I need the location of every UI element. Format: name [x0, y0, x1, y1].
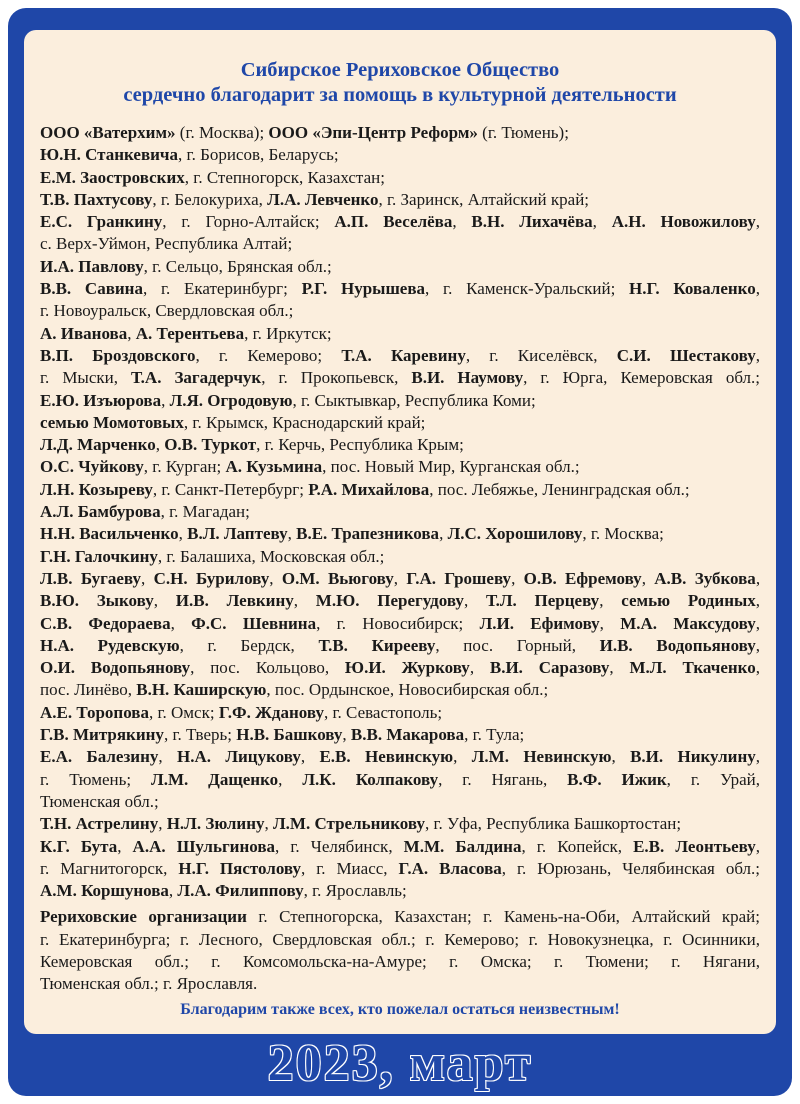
- recipient-name: Е.А. Балезину: [40, 747, 159, 767]
- recipient-name: ООО «Ватерхим»: [40, 123, 176, 142]
- location-text: Кемеровская обл.; г. Комсомольска-на-Амуре; г. Омска; г. Тюмени; г. Нягани,: [40, 951, 760, 971]
- recipient-name: В.Н. Каширскую: [136, 680, 267, 700]
- recipient-name: В.В. Савина: [40, 279, 143, 299]
- location-text: , г. Балашиха, Московская обл.;: [157, 546, 385, 566]
- list-line: [40, 323, 760, 345]
- location-text: ,: [755, 279, 760, 299]
- location-text: г. Новоуральск, Свердловская обл.;: [40, 301, 294, 321]
- location-text: , г. Сыктывкар, Республика Коми;: [292, 390, 536, 410]
- list-line: [40, 613, 760, 635]
- acknowledgement-list: [40, 122, 760, 996]
- recipient-name: В.В. Макарова: [350, 725, 465, 745]
- location-text: ,: [300, 747, 320, 767]
- list-line: [40, 568, 760, 590]
- list-line: [40, 929, 760, 951]
- recipient-name: Л.Д. Марченко: [40, 435, 156, 455]
- list-line: [40, 590, 760, 612]
- location-text: ,: [269, 568, 282, 588]
- location-text: , г. Бердск,: [179, 635, 319, 655]
- location-text: , г. Юрюзань, Челябинская обл.;: [501, 858, 760, 878]
- list-line: [40, 345, 760, 367]
- location-text: ,: [155, 435, 165, 455]
- recipient-name: Е.М. Заостровских: [40, 167, 185, 187]
- location-text: ,: [599, 591, 622, 611]
- location-text: , г. Екатеринбург;: [142, 279, 302, 299]
- list-line: [40, 144, 760, 166]
- location-text: г. Мыски,: [40, 368, 132, 388]
- list-line: [40, 300, 760, 322]
- recipient-name: Ю.И. Журкову: [344, 658, 470, 678]
- recipient-name: М.Л. Ткаченко: [629, 658, 756, 678]
- recipient-name: В.И. Никулину: [630, 747, 756, 767]
- location-text: , г. Сельцо, Брянская обл.;: [143, 256, 332, 276]
- content-panel: [24, 30, 776, 1034]
- recipient-name: Л.Н. Козыреву: [40, 479, 153, 499]
- location-text: , г. Омск;: [148, 702, 219, 722]
- recipient-name: В.Е. Трапезникова: [296, 524, 440, 544]
- list-line: [40, 278, 760, 300]
- recipient-name: Л.К. Колпакову: [302, 769, 439, 789]
- recipient-name: Л.М. Невинскую: [471, 747, 612, 767]
- location-text: ,: [161, 390, 170, 410]
- recipient-name: Л.А. Левченко: [267, 189, 379, 209]
- recipient-name: О.В. Ефремову: [523, 568, 642, 588]
- recipient-name: Л.А. Филиппову: [177, 881, 304, 901]
- recipient-name: А. Кузьмина: [225, 457, 323, 477]
- recipient-name: Л.И. Ефимову: [479, 613, 600, 633]
- location-text: ,: [168, 881, 178, 901]
- recipient-name: Г.Н. Галочкину: [40, 546, 158, 566]
- list-line: [40, 679, 760, 701]
- location-text: , г. Тверь;: [163, 725, 237, 745]
- recipient-name: Т.В. Пахтусову: [40, 189, 153, 209]
- location-text: , пос. Горный,: [435, 635, 600, 655]
- location-text: , г. Урай,: [666, 769, 761, 789]
- recipient-name: А.А. Шульгинова: [132, 836, 276, 856]
- recipient-name: О.И. Водопьянову: [40, 658, 191, 678]
- list-line: [40, 635, 760, 657]
- location-text: ,: [117, 836, 133, 856]
- recipient-name: И.В. Левкину: [175, 591, 294, 611]
- recipient-name: В.Ю. Зыкову: [40, 591, 154, 611]
- location-text: , г. Севастополь;: [323, 702, 443, 722]
- location-text: , г. Москва;: [582, 524, 664, 544]
- location-text: , г. Челябинск,: [275, 836, 404, 856]
- location-text: , пос. Новый Мир, Курганская обл.;: [322, 457, 580, 477]
- recipient-name: А.П. Веселёва: [334, 212, 453, 232]
- list-line: [40, 724, 760, 746]
- recipient-name: Г.А. Грошеву: [406, 568, 512, 588]
- location-text: ,: [755, 591, 761, 611]
- recipient-name: В.Л. Лаптеву: [187, 524, 288, 544]
- recipient-name: Т.Н. Астрелину: [40, 814, 159, 834]
- list-line: [40, 211, 760, 233]
- recipient-name: Н.А. Лицукову: [176, 747, 301, 767]
- recipient-name: А.М. Коршунова: [40, 881, 169, 901]
- recipient-name: Р.А. Михайлова: [308, 479, 430, 499]
- recipient-name: Л.М. Дащенко: [151, 769, 279, 789]
- recipient-name: О.М. Вьюгову: [281, 568, 394, 588]
- location-text: , г. Горно-Алтайск;: [162, 212, 335, 232]
- recipient-name: Л.М. Стрельникову: [273, 814, 425, 834]
- location-text: г. Тюмень;: [40, 769, 152, 789]
- location-text: , г. Миасс,: [301, 858, 399, 878]
- recipient-name: семью Момотовых: [40, 412, 184, 432]
- recipient-name: Ф.С. Шевнина: [191, 613, 317, 633]
- title-line-1: Сибирское Рериховское Общество: [240, 59, 560, 81]
- title-line-2: сердечно благодарит за помощь в культурной деятельности: [123, 84, 677, 106]
- list-line: [40, 122, 760, 144]
- recipient-name: Рериховские организации: [40, 907, 247, 927]
- location-text: Тюменская обл.;: [40, 791, 159, 811]
- recipient-name: С.И. Шестакову: [616, 345, 756, 365]
- recipient-name: Т.В. Кирееву: [318, 635, 436, 655]
- location-text: г. Екатеринбурга; г. Лесного, Свердловская обл.; г. Кемерово; г. Новокузнецка, г. Осинники,: [40, 929, 760, 949]
- location-text: ,: [452, 212, 472, 232]
- list-line: [40, 189, 760, 211]
- recipient-name: Н.Л. Зюлину: [166, 814, 265, 834]
- recipient-name: К.Г. Бута: [40, 836, 118, 856]
- recipient-name: ООО «Эпи-Центр Реформ»: [268, 123, 478, 142]
- location-text: ,: [755, 212, 761, 232]
- location-text: , г. Крымск, Краснодарский край;: [183, 412, 426, 432]
- issue-date: 2023, март: [267, 1035, 533, 1092]
- recipient-name: Г.А. Власова: [398, 858, 502, 878]
- list-line: [40, 479, 760, 501]
- location-text: , г. Заринск, Алтайский край;: [378, 189, 590, 209]
- list-line: [40, 412, 760, 434]
- recipient-name: С.В. Федораева: [40, 613, 171, 633]
- location-text: г. Магнитогорск,: [40, 858, 179, 878]
- recipient-name: И.А. Павлову: [40, 256, 144, 276]
- recipient-name: Л.С. Хорошилову: [447, 524, 583, 544]
- list-line: [40, 367, 760, 389]
- location-text: ,: [755, 345, 760, 365]
- recipient-name: Е.Ю. Изъюрова: [40, 390, 162, 410]
- location-text: , г. Юрга, Кемеровская обл.;: [523, 368, 761, 388]
- recipient-name: Т.Л. Перцеву: [485, 591, 600, 611]
- list-line: [40, 546, 760, 568]
- recipient-name: Е.В. Невинскую: [319, 747, 454, 767]
- location-text: г. Степногорска, Казахстан; г. Камень-на-Оби, Алтайский край;: [246, 907, 760, 927]
- location-text: , пос. Кольцово,: [190, 658, 345, 678]
- recipient-name: Г.Ф. Жданову: [218, 702, 324, 722]
- recipient-name: В.Н. Лихачёва: [471, 212, 593, 232]
- recipient-name: семью Родиных: [621, 591, 756, 611]
- recipient-name: С.Н. Бурилову: [153, 568, 270, 588]
- location-text: ,: [469, 658, 490, 678]
- location-text: ,: [592, 212, 612, 232]
- location-text: ,: [153, 591, 176, 611]
- location-text: , г. Белокуриха,: [152, 189, 268, 209]
- recipient-name: А. Иванова: [40, 323, 128, 343]
- location-text: ,: [453, 747, 472, 767]
- recipient-name: Н.В. Башкову: [236, 725, 343, 745]
- location-text: ,: [278, 769, 303, 789]
- list-line: [40, 906, 760, 928]
- location-text: ,: [611, 747, 631, 767]
- location-text: (г. Тюмень);: [477, 123, 569, 142]
- location-text: ,: [158, 814, 167, 834]
- recipient-name: В.И. Саразову: [489, 658, 610, 678]
- recipient-name: Н.Г. Коваленко: [629, 279, 756, 299]
- location-text: ,: [287, 524, 297, 544]
- location-text: ,: [293, 591, 316, 611]
- list-line: [40, 769, 760, 791]
- location-text: , г. Керчь, Республика Крым;: [256, 435, 464, 455]
- list-line: [40, 702, 760, 724]
- recipient-name: А.В. Зубкова: [654, 568, 756, 588]
- location-text: , г. Курган;: [143, 457, 226, 477]
- recipient-name: Т.А. Каревину: [341, 345, 466, 365]
- location-text: ,: [755, 635, 761, 655]
- recipient-name: Е.В. Леонтьеву: [633, 836, 756, 856]
- list-line: [40, 501, 760, 523]
- list-line: [40, 233, 760, 255]
- location-text: , г. Каменск-Уральский;: [425, 279, 630, 299]
- location-text: , пос. Лебяжье, Ленинградская обл.;: [429, 479, 690, 499]
- location-text: ,: [393, 568, 407, 588]
- location-text: ,: [127, 323, 136, 343]
- recipient-name: В.И. Наумову: [411, 368, 524, 388]
- recipient-name: Р.Г. Нурышева: [301, 279, 426, 299]
- location-text: , г. Степногорск, Казахстан;: [184, 167, 385, 187]
- location-text: , г. Тула;: [464, 725, 525, 745]
- list-line: [40, 858, 760, 880]
- list-line: [40, 973, 760, 995]
- location-text: ,: [755, 836, 760, 856]
- list-line: [40, 434, 760, 456]
- location-text: ,: [641, 568, 655, 588]
- recipient-name: М.М. Балдина: [403, 836, 522, 856]
- list-line: [40, 456, 760, 478]
- location-text: ,: [609, 658, 630, 678]
- location-text: с. Верх-Уймон, Республика Алтай;: [40, 234, 293, 254]
- recipient-name: О.С. Чуйкову: [40, 457, 144, 477]
- recipient-name: Ю.Н. Станкевича: [40, 145, 179, 165]
- list-line: [40, 951, 760, 973]
- footer-note: Благодарим также всех, кто пожелал остаться неизвестным!: [180, 1001, 620, 1018]
- location-text: Тюменская обл.; г. Ярославля.: [40, 974, 258, 994]
- location-text: ,: [158, 747, 177, 767]
- location-text: , г. Копейск,: [521, 836, 634, 856]
- recipient-name: В.П. Броздовского: [40, 345, 196, 365]
- location-text: ,: [755, 658, 760, 678]
- recipient-name: Л.Я. Огродовую: [169, 390, 293, 410]
- location-text: ,: [511, 568, 524, 588]
- location-text: ,: [141, 568, 154, 588]
- location-text: ,: [463, 591, 486, 611]
- recipient-name: А.Н. Новожилову: [611, 212, 756, 232]
- location-text: , г. Санкт-Петербург;: [152, 479, 309, 499]
- list-line: [40, 880, 760, 902]
- location-text: пос. Линёво,: [40, 680, 137, 700]
- location-text: ,: [170, 613, 192, 633]
- list-line: [40, 813, 760, 835]
- recipient-name: Н.Г. Пястолову: [178, 858, 301, 878]
- list-line: [40, 791, 760, 813]
- location-text: , пос. Ордынское, Новосибирская обл.;: [266, 680, 549, 700]
- list-line: [40, 836, 760, 858]
- location-text: ,: [439, 524, 448, 544]
- recipient-name: Т.А. Загадерчук: [131, 368, 262, 388]
- location-text: , г. Нягань,: [438, 769, 568, 789]
- recipient-name: М.А. Максудову: [620, 613, 756, 633]
- location-text: (г. Москва);: [175, 123, 269, 142]
- location-text: , г. Прокопьевск,: [261, 368, 412, 388]
- recipient-name: И.В. Водопьянову: [599, 635, 756, 655]
- location-text: ,: [342, 725, 351, 745]
- location-text: ,: [599, 613, 621, 633]
- location-text: , г. Иркутск;: [244, 323, 332, 343]
- location-text: , г. Магадан;: [160, 502, 250, 522]
- page-title: [24, 58, 776, 108]
- location-text: , г. Новосибирск;: [316, 613, 480, 633]
- recipient-name: Н.Н. Васильченко: [40, 524, 179, 544]
- recipient-name: В.Ф. Ижик: [567, 769, 667, 789]
- location-text: ,: [755, 747, 761, 767]
- list-line: [40, 256, 760, 278]
- recipient-name: Л.В. Бугаеву: [40, 568, 142, 588]
- location-text: , г. Борисов, Беларусь;: [178, 145, 339, 165]
- recipient-name: Е.С. Гранкину: [40, 212, 163, 232]
- recipient-name: Г.В. Митрякину: [40, 725, 164, 745]
- recipient-name: А.Е. Торопова: [40, 702, 149, 722]
- location-text: , г. Кемерово;: [195, 345, 342, 365]
- location-text: , г. Ярославль;: [303, 881, 407, 901]
- location-text: ,: [755, 568, 761, 588]
- list-line: [40, 746, 760, 768]
- recipient-name: Н.А. Рудевскую: [40, 635, 180, 655]
- list-line: [40, 523, 760, 545]
- recipient-name: А. Терентьева: [135, 323, 245, 343]
- recipient-name: А.Л. Бамбурова: [40, 502, 161, 522]
- location-text: , г. Киселёвск,: [465, 345, 617, 365]
- recipient-name: О.В. Туркот: [164, 435, 257, 455]
- list-line: [40, 657, 760, 679]
- location-text: ,: [264, 814, 274, 834]
- list-line: [40, 167, 760, 189]
- location-text: ,: [755, 613, 761, 633]
- location-text: , г. Уфа, Республика Башкортостан;: [424, 814, 682, 834]
- location-text: ,: [178, 524, 188, 544]
- list-line: [40, 390, 760, 412]
- recipient-name: М.Ю. Перегудову: [315, 591, 464, 611]
